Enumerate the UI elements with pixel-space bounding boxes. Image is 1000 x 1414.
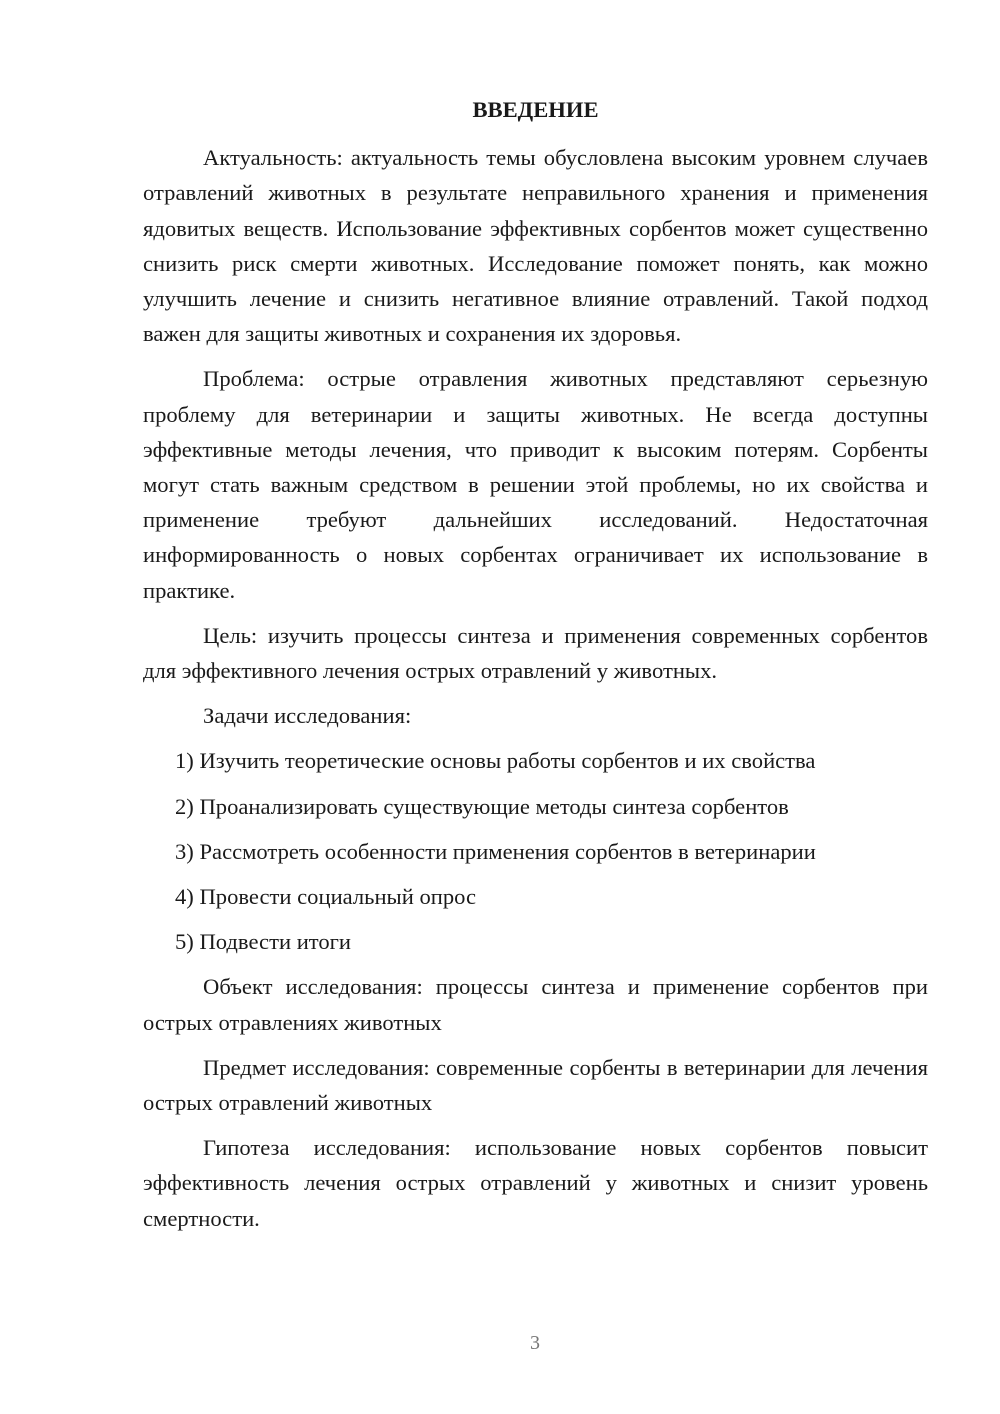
task-item: 1) Изучить теоретические основы работы сорбентов и их свойства bbox=[175, 748, 816, 774]
paragraph-object: Объект исследования: процессы синтеза и применение сорбентов при острых отравлениях животных bbox=[143, 974, 928, 1035]
task-item: 4) Провести социальный опрос bbox=[175, 884, 477, 910]
paragraph-goal: Цель: изучить процессы синтеза и применения современных сорбентов для эффективного лечения острых отравлений у животных. bbox=[143, 622, 928, 684]
task-item: 3) Рассмотреть особенности применения сорбентов в ветеринарии bbox=[175, 838, 816, 864]
page-number: 3 bbox=[530, 1332, 540, 1354]
page-content bbox=[143, 92, 928, 1246]
task-item: 5) Подвести итоги bbox=[175, 929, 352, 955]
section-title: ВВЕДЕНИЕ bbox=[472, 97, 599, 122]
tasks-list bbox=[143, 743, 928, 959]
paragraph-relevance: Актуальность: актуальность темы обусловлена высоким уровнем случаев отравлений животных в результате неправильного хранения и применения ядовитых веществ. Использование эффективных сорбентов может существенно снизить риск смерти животных. Исследование поможет понять, как можно улучшить лечение и снизить негативное влияние отравлений. Такой подход важен для защиты животных и сохранения их здоровья. bbox=[143, 145, 928, 347]
paragraph-subject: Предмет исследования: современные сорбенты в ветеринарии для лечения острых отравлений животных bbox=[143, 1054, 928, 1116]
paragraph-problem: Проблема: острые отравления животных представляют серьезную проблему для ветеринарии и защиты животных. Не всегда доступны эффективные методы лечения, что приводит к высоким потерям. Сорбенты могут стать важным средством в решении этой проблемы, но их свойства и применение требуют дальнейших исследований. Недостаточная информированность о новых сорбентах ограничивает их использование в практике. bbox=[143, 366, 928, 603]
task-item: 2) Проанализировать существующие методы синтеза сорбентов bbox=[175, 793, 789, 819]
paragraph-hypothesis: Гипотеза исследования: использование новых сорбентов повысит эффективность лечения острых отравлений у животных и снизит уровень смертности. bbox=[143, 1135, 928, 1231]
paragraph-tasks-heading: Задачи исследования: bbox=[203, 703, 412, 729]
